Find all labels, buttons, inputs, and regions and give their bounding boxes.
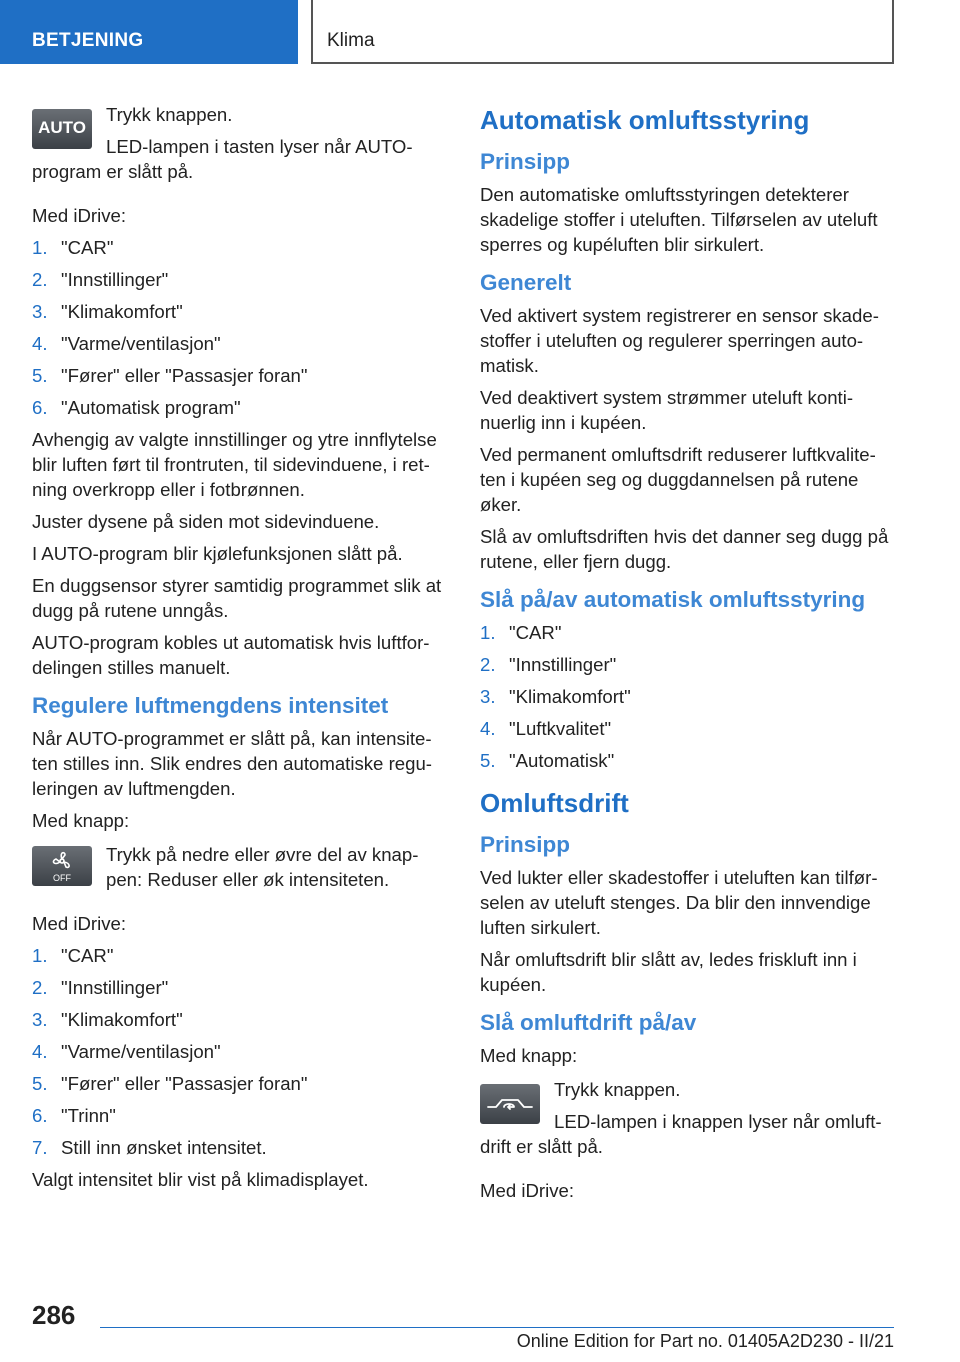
section-label: BETJENING	[32, 30, 144, 51]
step-text: "Innstillinger"	[509, 654, 617, 675]
fan-instruction	[32, 840, 448, 899]
recirc-text-1: Trykk knappen.	[554, 1079, 681, 1100]
knapp-label: Med knapp:	[480, 1045, 578, 1066]
page-number: 286	[32, 1300, 76, 1330]
step-text: "Klimakomfort"	[509, 686, 631, 707]
auto-button-label: AUTO	[38, 118, 86, 137]
steps-list-1	[32, 235, 448, 420]
list-item	[32, 299, 448, 324]
paragraph: Slå av omluftsdriften hvis det danner seg dugg på rutene, eller fjern dugg.	[480, 526, 889, 572]
step-number: 3.	[32, 1009, 48, 1030]
step-number: 5.	[32, 1073, 48, 1094]
list-item	[32, 235, 448, 260]
step-number: 5.	[32, 365, 48, 386]
step-number: 3.	[480, 686, 496, 707]
step-text: "Innstillinger"	[61, 269, 169, 290]
left-column	[32, 100, 448, 1199]
paragraph: Ved permanent omluftsdrift reduserer luftkvalite-ten i kupéen seg og duggdannelsen på rutene øker.	[480, 444, 876, 515]
step-number: 5.	[480, 750, 496, 771]
chapter-label: Klima	[327, 30, 375, 51]
step-number: 2.	[480, 654, 496, 675]
recirc-instruction	[480, 1075, 896, 1166]
footer-edition: Online Edition for Part no. 01405A2D230 - II/21	[516, 1331, 894, 1351]
list-item	[32, 1135, 448, 1160]
idrive-label-3: Med iDrive:	[480, 1180, 575, 1201]
step-text: "Trinn"	[61, 1105, 116, 1126]
step-number: 6.	[32, 397, 48, 418]
heading-toggle-auto: Slå på/av automatisk omluftsstyring	[480, 587, 866, 612]
list-item	[480, 620, 896, 645]
paragraph: Når omluftsdrift blir slått av, ledes friskluft inn i kupéen.	[480, 949, 857, 995]
list-item	[480, 748, 896, 773]
heading-generelt: Generelt	[480, 270, 572, 295]
idrive-label-2: Med iDrive:	[32, 913, 127, 934]
step-number: 2.	[32, 977, 48, 998]
step-text: "Klimakomfort"	[61, 301, 183, 322]
paragraph: Den automatiske omluftsstyringen detekterer skadelige stoffer i uteluften. Tilførselen av uteluft sperres og kupéluften blir sirkulert.	[480, 184, 878, 255]
auto-instruction	[32, 100, 448, 191]
fan-text: Trykk på nedre eller øvre del av knap-pen: Reduser eller øk intensiteten.	[106, 844, 419, 890]
auto-text-1: Trykk knappen.	[106, 104, 233, 125]
heading-prinsipp-2: Prinsipp	[480, 832, 571, 857]
step-number: 4.	[32, 1041, 48, 1062]
heading-omluft-toggle: Slå omluftdrift på/av	[480, 1010, 697, 1035]
list-item	[32, 1103, 448, 1128]
step-text: "Fører" eller "Passasjer foran"	[61, 365, 308, 386]
auto-text-2: LED-lampen i tasten lyser når AUTO-program er slått på.	[32, 136, 413, 182]
heading-prinsipp: Prinsipp	[480, 149, 571, 174]
section-tab	[0, 0, 298, 64]
step-text: "Varme/ventilasjon"	[61, 1041, 221, 1062]
list-item	[480, 652, 896, 677]
recirc-text-2: LED-lampen i knappen lyser når omluft-drift er slått på.	[480, 1111, 882, 1157]
fan-off-label: OFF	[53, 873, 71, 883]
paragraph: AUTO-program kobles ut automatisk hvis luftfor-delingen stilles manuelt.	[32, 632, 430, 678]
knapp-label: Med knapp:	[32, 810, 130, 831]
list-item	[32, 975, 448, 1000]
step-text: "Automatisk program"	[61, 397, 241, 418]
heading-intensity: Regulere luftmengdens intensitet	[32, 693, 389, 718]
step-text: "CAR"	[61, 945, 114, 966]
step-text: Still inn ønsket intensitet.	[61, 1137, 267, 1158]
step-number: 1.	[32, 237, 48, 258]
idrive-label-1: Med iDrive:	[32, 205, 127, 226]
step-text: "Fører" eller "Passasjer foran"	[61, 1073, 308, 1094]
list-item	[32, 267, 448, 292]
list-item	[32, 363, 448, 388]
step-number: 4.	[480, 718, 496, 739]
paragraph: I AUTO-program blir kjølefunksjonen slått på.	[32, 543, 403, 564]
paragraph: Juster dysene på siden mot sidevinduene.	[32, 511, 380, 532]
list-item	[32, 1039, 448, 1064]
heading-omluftsdrift: Omluftsdrift	[480, 788, 629, 818]
step-text: "Luftkvalitet"	[509, 718, 612, 739]
paragraph: Ved aktivert system registrerer en sensor skade-stoffer i uteluften og regulerer sperringen auto-matisk.	[480, 305, 879, 376]
heading-auto-recirculation: Automatisk omluftsstyring	[480, 105, 810, 135]
list-item	[32, 943, 448, 968]
right-column	[480, 100, 896, 1210]
step-number: 4.	[32, 333, 48, 354]
chapter-tab	[311, 0, 894, 64]
steps-list-3	[480, 620, 896, 773]
fan-icon	[32, 846, 92, 886]
step-number: 7.	[32, 1137, 48, 1158]
step-number: 6.	[32, 1105, 48, 1126]
list-item	[480, 716, 896, 741]
step-text: "Innstillinger"	[61, 977, 169, 998]
step-text: "CAR"	[61, 237, 114, 258]
step-number: 1.	[32, 945, 48, 966]
list-item	[480, 684, 896, 709]
list-item	[32, 1071, 448, 1096]
step-number: 1.	[480, 622, 496, 643]
paragraph: Ved lukter eller skadestoffer i uteluften kan tilfør-selen av uteluft stenges. Da blir den innvendige luften sirkulert.	[480, 867, 878, 938]
step-number: 2.	[32, 269, 48, 290]
list-item	[32, 331, 448, 356]
paragraph: Avhengig av valgte innstillinger og ytre innflytelse blir luften ført til frontruten, til sidevinduene, i ret-ning overkropp eller i fotbrønnen.	[32, 429, 437, 500]
steps-list-2	[32, 943, 448, 1160]
footer-divider	[100, 1327, 894, 1328]
paragraph: En duggsensor styrer samtidig programmet slik at dugg på rutene unngås.	[32, 575, 442, 621]
list-item	[32, 395, 448, 420]
paragraph: Når AUTO-programmet er slått på, kan intensite-ten stilles inn. Slik endres den automatiske regu-leringen av luftmengden.	[32, 728, 432, 799]
step-text: "CAR"	[509, 622, 562, 643]
list-item	[32, 1007, 448, 1032]
auto-button-icon	[32, 109, 92, 149]
recirculation-car-icon	[480, 1084, 540, 1124]
step-text: "Varme/ventilasjon"	[61, 333, 221, 354]
closing-text: Valgt intensitet blir vist på klimadisplayet.	[32, 1169, 369, 1190]
step-number: 3.	[32, 301, 48, 322]
step-text: "Automatisk"	[509, 750, 615, 771]
step-text: "Klimakomfort"	[61, 1009, 183, 1030]
paragraph: Ved deaktivert system strømmer uteluft konti-nuerlig inn i kupéen.	[480, 387, 854, 433]
